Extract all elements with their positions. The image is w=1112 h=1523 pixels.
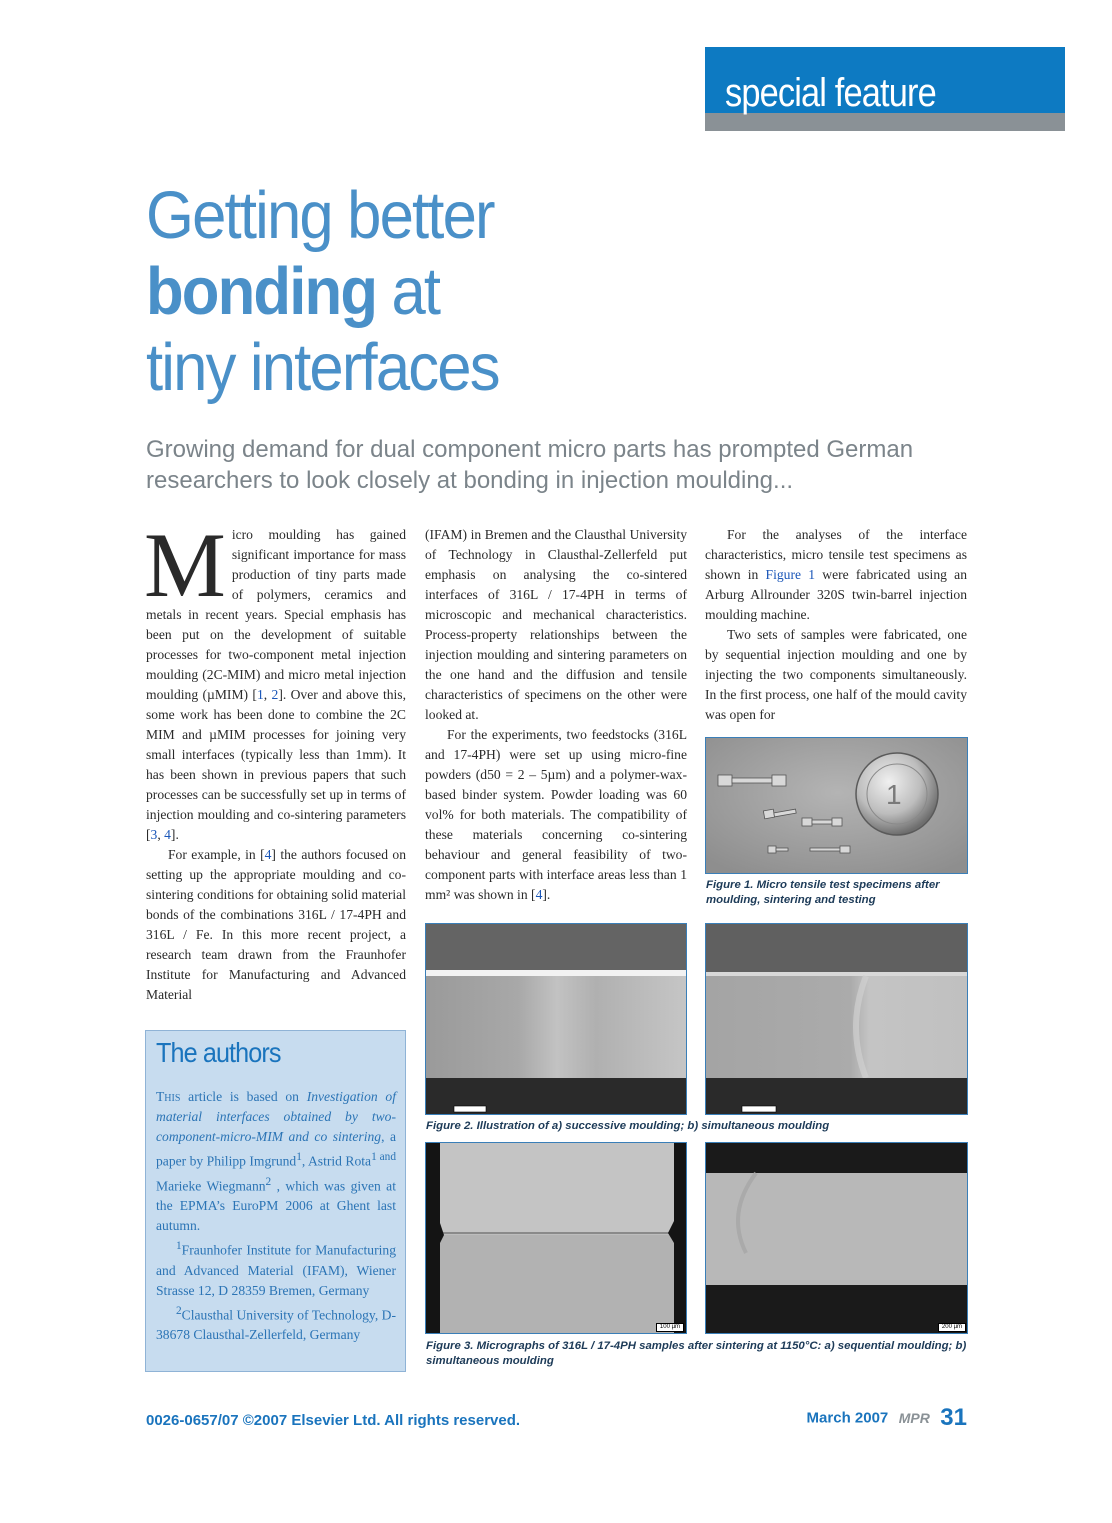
reference-link[interactable]: 3 [150, 827, 158, 842]
title-line-2 [146, 254, 499, 330]
text-run: icro moulding has gained significant importance for mass production of tiny parts made of polymers, ceramics and metals in recent years. Special emphasis has been put on the development of suitable processes for two-component metal injection moulding (2C-MIM) and micro metal injection moulding (µMIM) [ [146, 527, 406, 702]
page-number: 31 [940, 1404, 967, 1431]
figure-1-link[interactable]: Figure 1 [765, 567, 816, 582]
standfirst: Growing demand for dual component micro parts has prompted German researchers to look closely at bonding in injection moulding... [146, 436, 914, 494]
text-run: Fraunhofer Institute for Manufacturing and Advanced Material (IFAM), Wiener Strasse 12, D 28359 Bremen, Germany [156, 1242, 396, 1298]
reference-link[interactable]: 4 [535, 887, 543, 902]
affiliation-1 [156, 1236, 396, 1301]
authors-paragraph [156, 1087, 396, 1236]
superscript: 1 and [371, 1151, 396, 1163]
figure-3b-scalebar: 200 µm [938, 1323, 966, 1332]
copyright-notice: 0026-0657/07 ©2007 Elsevier Ltd. All rights reserved. [146, 1412, 521, 1429]
figure-3b-image [705, 1142, 968, 1334]
superscript: 2 [265, 1175, 272, 1188]
title-line-3: tiny interfaces [146, 330, 499, 405]
text-run: ]. [542, 887, 551, 902]
drop-cap: M [144, 514, 226, 616]
section-tab [705, 47, 1065, 131]
text-run: , which was given at the EPMA’s EuroPM 2006 at Ghent last autumn. [156, 1178, 396, 1234]
figure-1-caption: Figure 1. Micro tensile test specimens after moulding, sintering and testing [706, 879, 940, 906]
authors-box [145, 1030, 406, 1372]
small-caps-lead: This [156, 1089, 181, 1104]
text-run: For the experiments, two feedstocks (316L and 17-4PH) were set up using micro-fine powders (d50 = 2 – 5µm) and a polymer-wax-based binder system. Powder loading was 60 vol% for both materials. The compatibility of these materials concerning co-sintering behaviour and general feasibility of two-component parts with interface areas less than 1 mm² was shown in [ [425, 727, 687, 902]
reference-link[interactable]: 2 [271, 687, 279, 702]
paragraph: Two sets of samples were fabricated, one by sequential injection moulding and one by injecting the two components simultaneously. In the first process, one half of the mould cavity was open for [705, 627, 967, 722]
text-run: , a paper by Philipp Imgrund [156, 1129, 396, 1169]
superscript: 1 [296, 1151, 302, 1163]
article-title [146, 178, 499, 406]
svg-text:1: 1 [886, 779, 902, 810]
text-run: ]. [170, 827, 179, 842]
figure-2a-image [425, 923, 687, 1115]
reference-link[interactable]: 4 [164, 827, 171, 842]
reference-link[interactable]: 4 [264, 847, 272, 862]
figure-3a-micrograph [426, 1143, 687, 1334]
text-run: , [263, 687, 272, 702]
figure-3b-micrograph [706, 1143, 968, 1334]
text-run: ] the authors focused on setting up the appropriate moulding and co-sintering conditions for obtaining solid material bonds of the combinations 316L / 17-4PH and 316L / Fe. In this more recent project, a research team drawn from the Fraunhofer Institute for Manufacturing and Advanced Material [146, 847, 406, 1002]
body-column-3 [705, 525, 967, 725]
affiliation-2 [156, 1301, 396, 1346]
figure-2a-micrograph [426, 924, 687, 1115]
superscript: 1 [176, 1240, 182, 1253]
text-run: Marieke Wiegmann [156, 1178, 266, 1194]
title-line-1: Getting better [146, 178, 494, 253]
body-column-2 [425, 525, 687, 905]
reference-link[interactable]: 1 [256, 687, 264, 702]
figure-1-image [705, 737, 968, 874]
paragraph [425, 725, 687, 905]
paper-title: Investigation of material interfaces obtained by two-component-micro-MIM and co sintering [156, 1089, 396, 1144]
figure-3a-scalebar: 100 µm [656, 1323, 684, 1332]
paragraph [705, 525, 967, 625]
title-bold-word: bonding [146, 254, 377, 329]
paragraph [144, 514, 406, 845]
text-run: Clausthal University of Technology, D-38678 Clausthal-Zellerfeld, Germany [156, 1307, 396, 1343]
text-run: article is based on [180, 1089, 307, 1104]
text-run: were fabricated using an Arburg Allrounder 320S twin-barrel injection moulding machine. [705, 567, 967, 622]
text-run: , [157, 827, 165, 842]
figure-2-caption: Figure 2. Illustration of a) successive moulding; b) simultaneous moulding [426, 1120, 830, 1132]
page-footer [807, 1404, 967, 1432]
issue-date: March 2007 [806, 1409, 889, 1427]
figure-3-caption: Figure 3. Micrographs of 316L / 17-4PH samples after sintering at 1150°C: a) sequential moulding; b) simultaneous moulding [426, 1340, 967, 1367]
authors-body [156, 1087, 396, 1345]
superscript: 2 [176, 1304, 182, 1317]
body-column-1 [144, 514, 406, 1005]
text-run: For example, in [ [168, 847, 265, 862]
text-run: , Astrid Rota [301, 1153, 372, 1169]
figure-2b-image [705, 923, 968, 1115]
paragraph: (IFAM) in Bremen and the Clausthal University of Technology in Clausthal-Zellerfeld put emphasis on analysing the co-sintered interfaces of 316L / 17-4PH in terms of microscopic and mechanical characteristics. Process-property relationships between the injection moulding and sintering parameters on the one hand and the diffusion and tensile characteristics of specimens on the other were looked at. [425, 527, 687, 722]
figure-3a-image [425, 1142, 687, 1334]
section-label: special feature [725, 71, 936, 115]
magazine-logo: MPR [898, 1410, 930, 1426]
authors-heading: The authors [156, 1037, 281, 1068]
figure-1-photo [706, 738, 968, 874]
paragraph [146, 845, 406, 1005]
title-line-2-rest: at [376, 254, 440, 329]
text-run: For the analyses of the interface characteristics, micro tensile test specimens as shown in [705, 527, 967, 582]
figure-2b-micrograph [706, 924, 968, 1115]
text-run: ]. Over and above this, some work has been done to combine the 2C MIM and µMIM processes for joining very small interfaces (typically less than 1mm). It has been shown in previous papers that such processes can be successfully set up in terms of injection moulding and co-sintering parameters [ [146, 687, 406, 842]
